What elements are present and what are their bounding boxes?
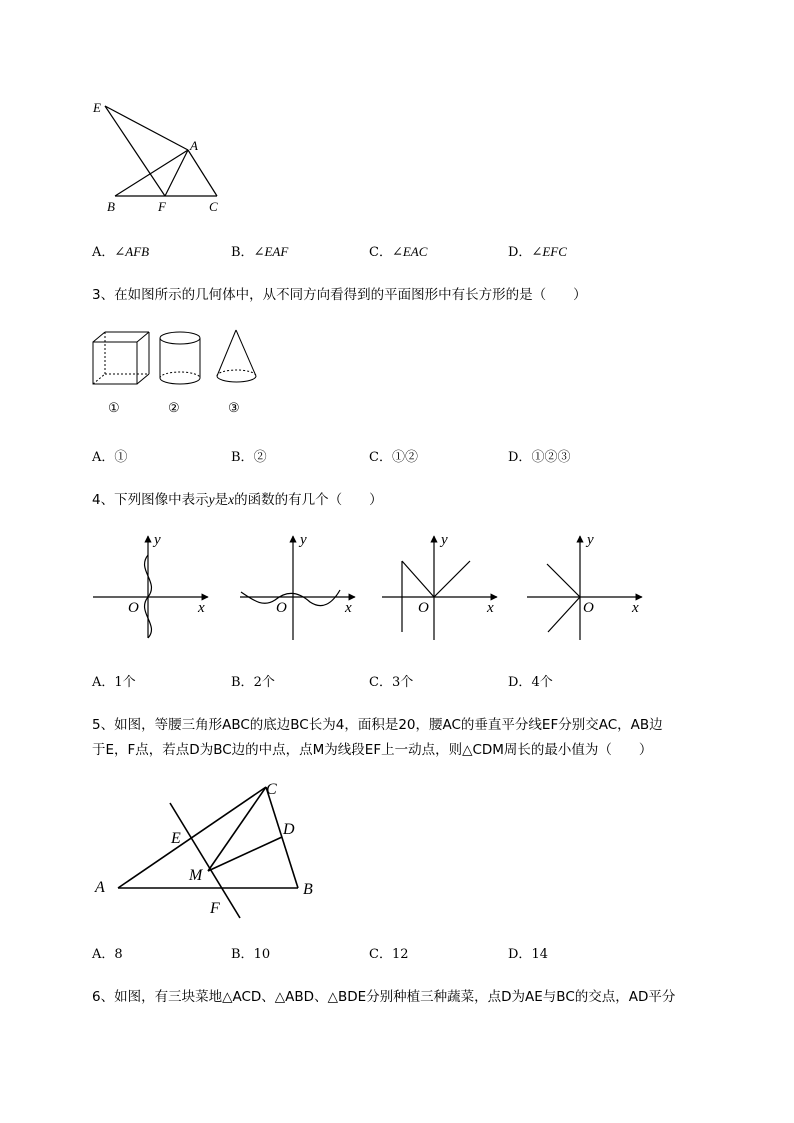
q5-triangle-figure	[90, 775, 330, 925]
q5-option-d[interactable]: D．14	[508, 947, 548, 962]
graph-1	[93, 536, 208, 638]
label-e: E	[171, 830, 181, 847]
q2-option-d[interactable]: D．∠EFC	[508, 244, 567, 260]
label-f: F	[158, 199, 166, 214]
graph2-x-label: x	[345, 600, 352, 616]
graph1-x-label: x	[198, 600, 205, 616]
q4-graphs-figure	[88, 530, 658, 645]
graph2-origin-label: O	[276, 600, 287, 616]
q2-option-b[interactable]: B．∠EAF	[231, 244, 289, 260]
label-c: C	[209, 199, 218, 214]
label-b: B	[303, 881, 313, 898]
cylinder-icon	[160, 332, 200, 384]
solid-label-3: ③	[228, 400, 240, 415]
graph-3	[382, 536, 497, 640]
q4-option-b[interactable]: B．2个	[231, 675, 275, 690]
graph-4	[527, 536, 642, 640]
solid-label-2: ②	[168, 400, 180, 415]
q5-option-c[interactable]: C．12	[369, 947, 409, 962]
label-b: B	[107, 199, 115, 214]
label-d: D	[283, 821, 295, 838]
label-e: E	[93, 100, 101, 115]
label-c: C	[266, 781, 277, 798]
graph1-y-label: y	[154, 532, 161, 548]
graph3-x-label: x	[487, 600, 494, 616]
solid-label-1: ①	[108, 400, 120, 415]
graph3-origin-label: O	[418, 600, 429, 616]
label-m: M	[189, 867, 203, 884]
q5-option-b[interactable]: B．10	[231, 947, 271, 962]
q5-option-a[interactable]: A．8	[92, 947, 123, 962]
q4-option-c[interactable]: C．3个	[369, 675, 414, 690]
graph1-origin-label: O	[128, 600, 139, 616]
q3-option-d[interactable]: D．①②③	[508, 450, 571, 465]
label-a: A	[190, 138, 198, 153]
cube-icon	[93, 332, 149, 384]
graph2-y-label: y	[300, 532, 307, 548]
label-f: F	[210, 900, 220, 917]
q4-stem: 4、下列图像中表示y是x的函数的有几个（ ）	[92, 492, 383, 508]
graph-2	[240, 536, 355, 640]
q3-option-b[interactable]: B．②	[231, 450, 267, 465]
label-a: A	[95, 879, 105, 896]
q3-stem: 3、在如图所示的几何体中，从不同方向看得到的平面图形中有长方形的是（ ）	[92, 287, 587, 303]
q2-triangle-figure	[85, 95, 235, 220]
q4-option-d[interactable]: D．4个	[508, 675, 553, 690]
q6-stem-line1: 6、如图，有三块菜地△ACD、△ABD、△BDE分别种植三种蔬菜，点D为AE与BC的交点，AD平分	[92, 989, 676, 1005]
graph4-origin-label: O	[583, 600, 594, 616]
q3-option-c[interactable]: C．①②	[369, 450, 418, 465]
q3-option-a[interactable]: A．①	[92, 450, 128, 465]
graph4-y-label: y	[587, 532, 594, 548]
q5-stem-line1: 5、如图，等腰三角形ABC的底边BC长为4，面积是20，腰AC的垂直平分线EF分别交AC，AB边	[92, 717, 663, 733]
q3-solids-figure	[88, 325, 268, 425]
q4-option-a[interactable]: A．1个	[92, 675, 136, 690]
graph3-y-label: y	[441, 532, 448, 548]
q5-stem-line2: 于E，F点，若点D为BC边的中点，点M为线段EF上一动点，则△CDM周长的最小值为（ ）	[92, 742, 653, 758]
q2-option-c[interactable]: C．∠EAC	[369, 244, 428, 260]
cone-icon	[217, 330, 256, 382]
graph4-x-label: x	[632, 600, 639, 616]
q2-option-a[interactable]: A．∠AFB	[92, 244, 150, 260]
